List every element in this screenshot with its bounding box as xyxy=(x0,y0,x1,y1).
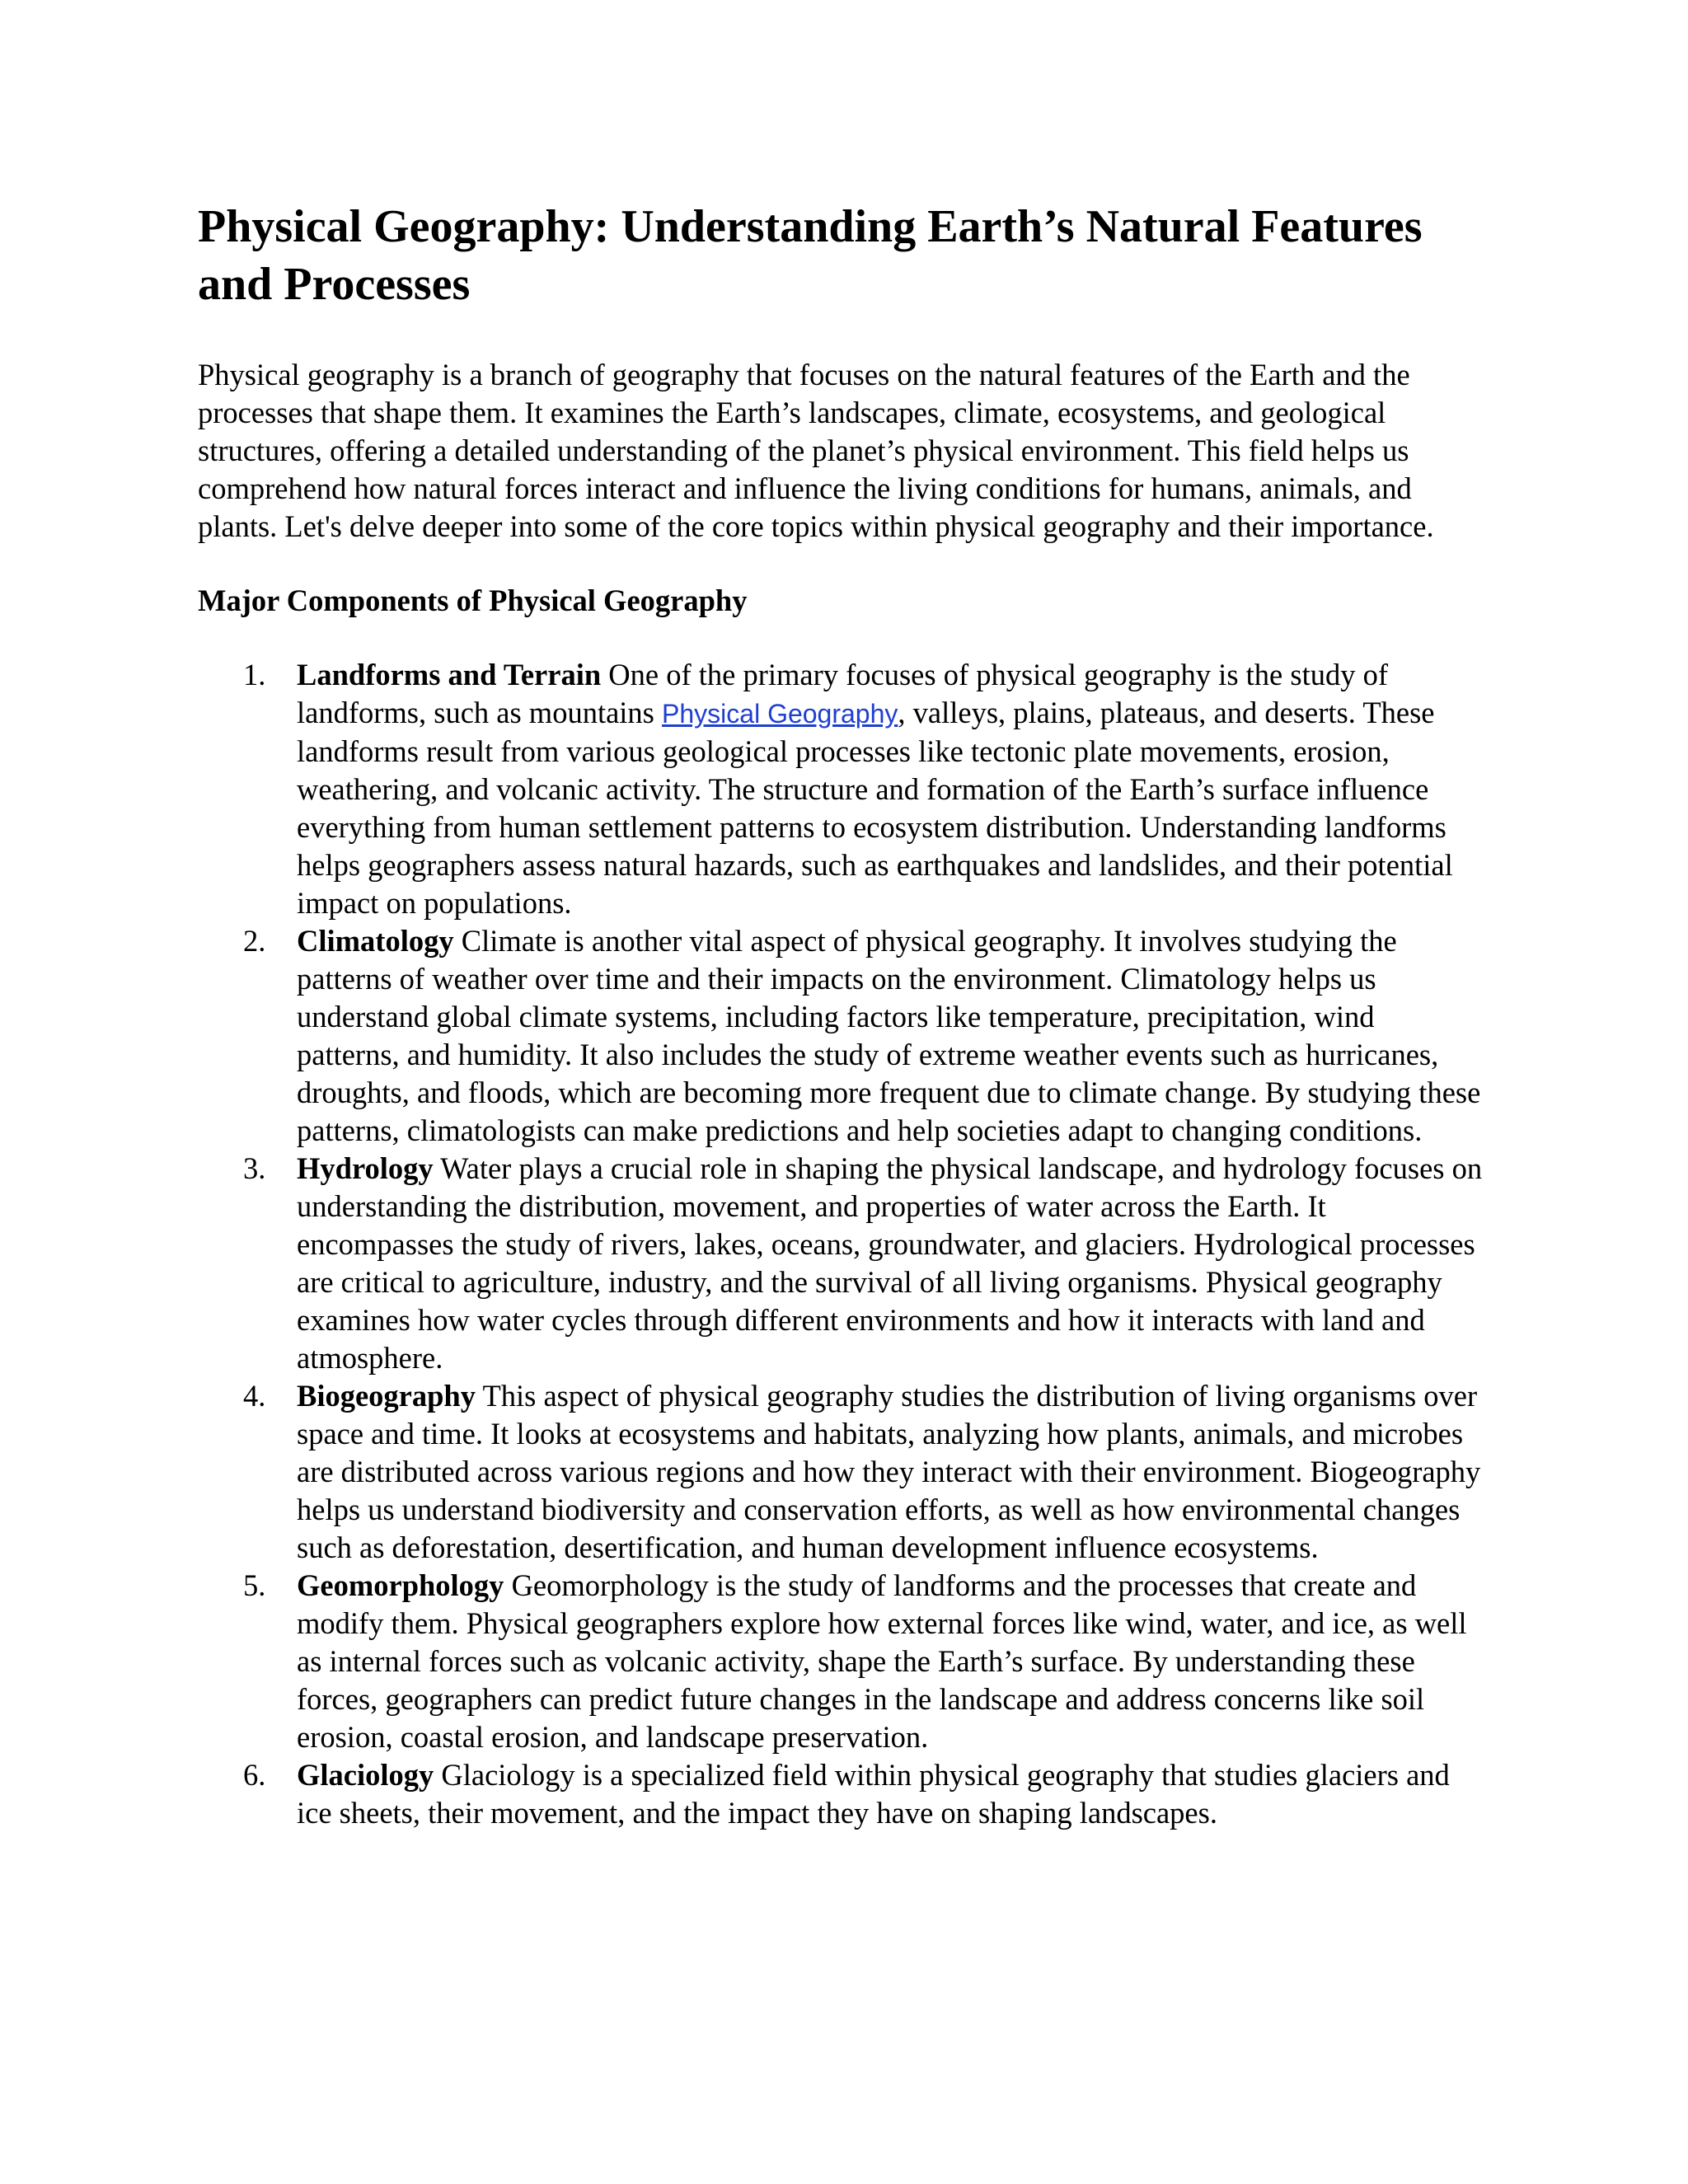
list-number: 4. xyxy=(243,1379,266,1413)
list-number: 3. xyxy=(243,1151,266,1185)
list-item-climatology xyxy=(198,922,1484,1150)
intro-paragraph: Physical geography is a branch of geography that focuses on the natural features of the Earth and the processes that shape them. It examines the Earth’s landscapes, climate, ecosystems, and geological structures, offering a detailed understanding of the planet’s physical environment. This field helps us comprehend how natural forces interact and influence the living conditions for humans, animals, and plants. Let's delve deeper into some of the core topics within physical geography and their importance. xyxy=(198,358,1434,543)
list-item-hydrology xyxy=(198,1150,1484,1377)
list-term: Biogeography xyxy=(297,1379,476,1413)
section-heading: Major Components of Physical Geography xyxy=(198,583,748,617)
list-term: Hydrology xyxy=(297,1151,434,1185)
list-term: Climatology xyxy=(297,924,454,958)
list-number: 2. xyxy=(243,924,266,958)
list-item-glaciology xyxy=(198,1756,1484,1832)
components-list xyxy=(198,656,1484,1832)
list-number: 5. xyxy=(243,1568,266,1602)
list-term: Landforms and Terrain xyxy=(297,658,602,691)
list-text: Geomorphology is the study of landforms and the processes that create and modify them. Physical geographers explore how external forces like wind, water, and ice, as well as internal forces such as volcanic activity, shape the Earth’s surface. By understanding these forces, geographers can predict future changes in the landscape and address concerns like soil erosion, coastal erosion, and landscape preservation. xyxy=(297,1568,1467,1754)
list-text: , valleys, plains, plateaus, and deserts. These landforms result from various geological processes like tectonic plate movements, erosion, weathering, and volcanic activity. The structure and formation of the Earth’s surface influence everything from human settlement patterns to ecosystem distribution. Understanding landforms helps geographers assess natural hazards, such as earthquakes and landslides, and their potential impact on populations. xyxy=(297,696,1453,920)
list-text: This aspect of physical geography studies the distribution of living organisms over space and time. It looks at ecosystems and habitats, analyzing how plants, animals, and microbes are distributed across various regions and how they interact with their environment. Biogeography helps us understand biodiversity and conservation efforts, as well as how environmental changes such as deforestation, desertification, and human development influence ecosystems. xyxy=(297,1379,1481,1564)
list-text: One of the primary focuses of physical geography is the study of landforms, such as mountains xyxy=(297,658,1388,729)
list-item-biogeography xyxy=(198,1377,1484,1567)
document-title: Physical Geography: Understanding Earth’s Natural Features and Processes xyxy=(198,201,1423,310)
list-term: Geomorphology xyxy=(297,1568,504,1602)
list-number: 6. xyxy=(243,1758,266,1792)
list-text: Water plays a crucial role in shaping the physical landscape, and hydrology focuses on understanding the distribution, movement, and properties of water across the Earth. It encompasses the study of rivers, lakes, oceans, groundwater, and glaciers. Hydrological processes are critical to agriculture, industry, and the survival of all living organisms. Physical geography examines how water cycles through different environments and how it interacts with land and atmosphere. xyxy=(297,1151,1483,1375)
list-text: Glaciology is a specialized field within physical geography that studies glaciers and ice sheets, their movement, and the impact they have on shaping landscapes. xyxy=(297,1758,1450,1830)
list-item-geomorphology xyxy=(198,1567,1484,1756)
list-term: Glaciology xyxy=(297,1758,434,1792)
list-number: 1. xyxy=(243,658,266,691)
list-text: Climate is another vital aspect of physical geography. It involves studying the patterns of weather over time and their impacts on the environment. Climatology helps us understand global climate systems, including factors like temperature, precipitation, wind patterns, and humidity. It also includes the study of extreme weather events such as hurricanes, droughts, and floods, which are becoming more frequent due to climate change. By studying these patterns, climatologists can make predictions and help societies adapt to changing conditions. xyxy=(297,924,1481,1147)
list-item-landforms xyxy=(198,656,1484,922)
document-page xyxy=(198,198,1484,1832)
physical-geography-link[interactable]: Physical Geography xyxy=(662,699,898,729)
